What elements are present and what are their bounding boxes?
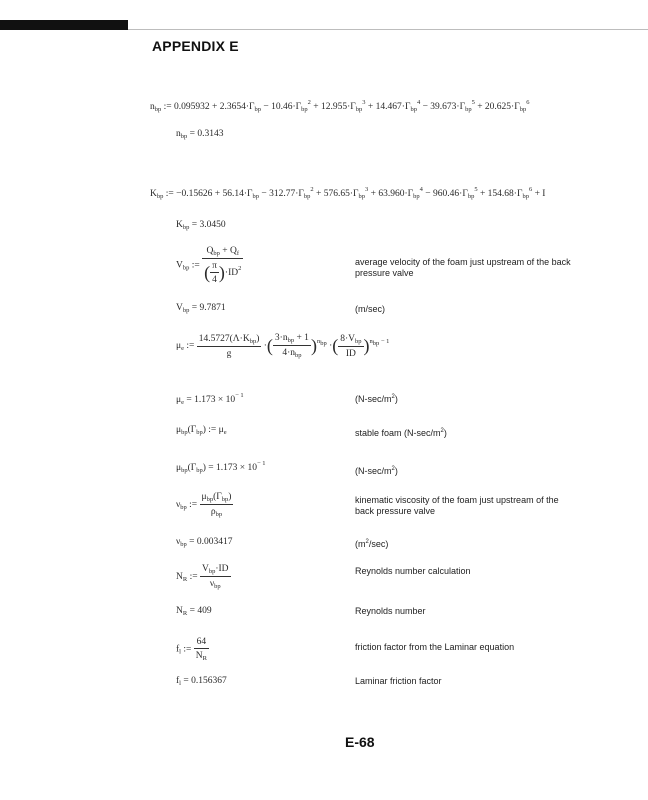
result-mu-e: $\mu_e = 1.173 \times 10^{- 1}$: [176, 392, 244, 406]
note-stable-foam: stable foam $(N-\sec/m^2)$: [355, 428, 447, 438]
equation-v-bp-definition: $V_{bp}$ := $Q_{bp} + Q_f$ ( $\frac{\pi}{4}$ )$\cdot ID^2$: [176, 246, 242, 285]
note-viscosity-unit: $(N-\sec/m^2)$: [355, 394, 398, 404]
page-number: E-68: [345, 734, 375, 750]
result-mu-bp: $\mu_{bp}(\Gamma_{bp}) = 1.173 \times 10^{- 1}$: [176, 460, 266, 474]
result-nu-bp: $\nu_{bp} = 0.003417$: [176, 537, 233, 548]
result-n-bp: $n_{bp} = 0.3143$: [176, 129, 224, 140]
result-reynolds: $N_R = 409$: [176, 606, 212, 617]
equation-n-bp-definition: $n_{bp}$ := $0.095932 + 2.3654\cdot\Gamma_{bp} - 10.46\cdot\Gamma_{bp}^2 + 12.955\cdot\Gamma_{bp}^3 + 14.467\cdot\Gamma_{bp}^4 - 39.673\cdot\Gamma_{bp}^5 + 20.625\cdot\Gamma_{bp}^6$: [150, 99, 530, 113]
note-reynolds-number: Reynolds number: [355, 606, 426, 616]
equation-k-bp-definition: $K_{bp}$ := $-0.15626 + 56.14\cdot\Gamma_{bp} - 312.77\cdot\Gamma_{bp}^2 + 576.65\cdot\Gamma_{bp}^3 + 63.960\cdot\Gamma_{bp}^4 - 960.46\cdot\Gamma_{bp}^5 + 154.68\cdot\Gamma_{bp}^6 + I$: [150, 186, 546, 200]
equation-mu-e-definition: $\mu_e$ := $\frac{14.5727(\Lambda\cdot K_{bp})}{g}$ ·( $\frac{3\cdot n_{bp} + 1}{4\cdot n_{bp}}$ )$^{n_{bp}}$ ·( $\frac{8\cdot V_{bp}}{ID}$ )$^{n_{bp} - 1}$: [176, 333, 390, 359]
note-velocity-unit: (m/sec): [355, 304, 385, 314]
equation-mu-bp-definition: $\mu_{bp}(\Gamma_{bp})$ := $\mu_e$: [176, 425, 227, 436]
equation-reynolds-definition: $N_R$ := $\frac{V_{bp}\cdot ID}{\nu_{bp}}$: [176, 564, 229, 590]
result-k-bp: $K_{bp} = 3.0450$: [176, 220, 226, 231]
note-friction-factor: friction factor from the Laminar equation: [355, 642, 515, 652]
note-average-velocity: average velocity of the foam just upstream of the back pressure valve: [355, 257, 571, 278]
note-kinematic-viscosity: kinematic viscosity of the foam just upstream of the back pressure valve: [355, 495, 559, 516]
note-viscosity-unit-2: $(N-\sec/m^2)$: [355, 466, 398, 476]
header-rule: [128, 29, 648, 30]
result-v-bp: $V_{bp} = 9.7871$: [176, 303, 226, 314]
note-laminar-friction: Laminar friction factor: [355, 676, 442, 686]
equation-nu-bp-definition: $\nu_{bp}$ := $\frac{\mu_{bp}(\Gamma_{bp})}{\rho_{bp}}$: [176, 492, 232, 518]
note-kinematic-unit: $(m^2/\sec)$: [355, 539, 389, 549]
note-reynolds-calculation: Reynolds number calculation: [355, 566, 471, 576]
header-bar: [0, 20, 128, 30]
appendix-title: APPENDIX E: [152, 38, 239, 54]
result-friction: $f_l = 0.156367$: [176, 676, 227, 687]
equation-friction-definition: $f_l$ := $\frac{64}{N_R}$: [176, 637, 207, 662]
